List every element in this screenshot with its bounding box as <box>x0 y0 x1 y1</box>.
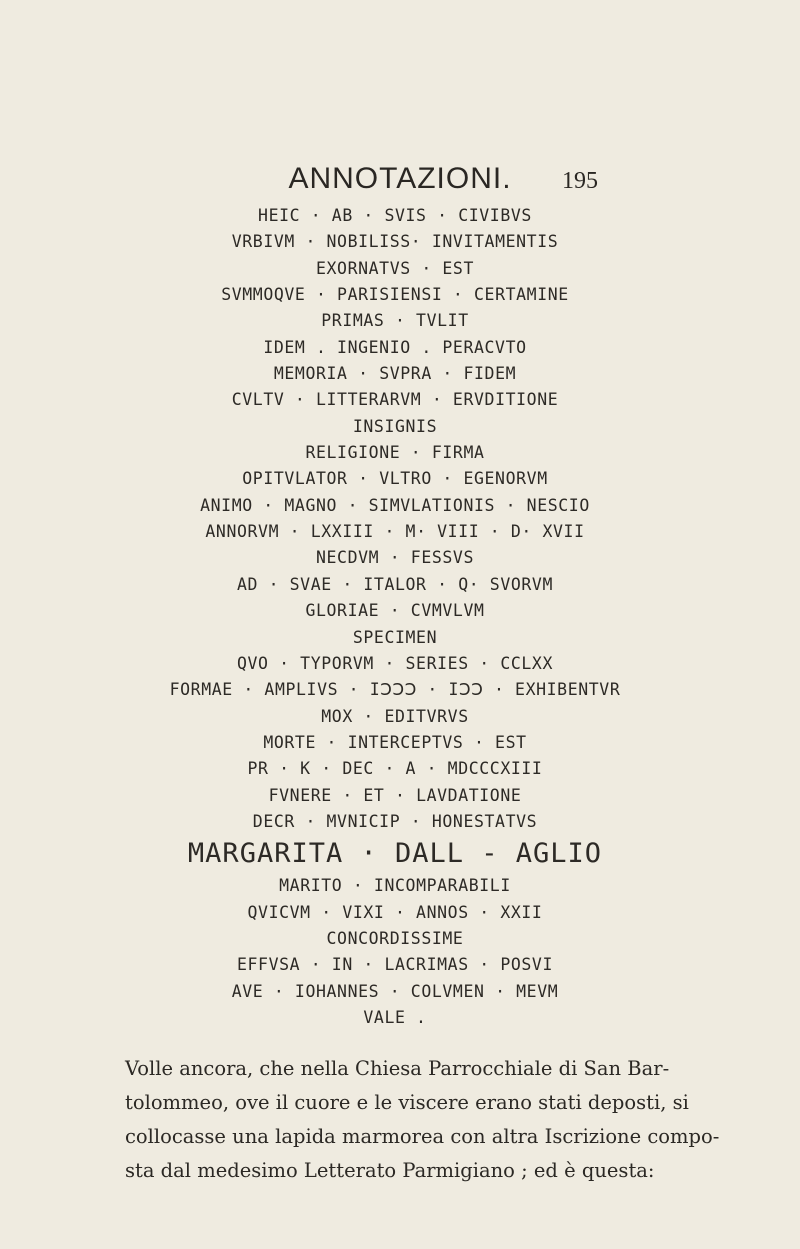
epigraph-inscription <box>70 203 720 1031</box>
inscription-line: GLORIAE · CVMVLVM <box>305 601 485 621</box>
inscription-line: FVNERE · ET · LAVDATIONE <box>268 785 522 805</box>
inscription-line: INSIGNIS <box>352 416 438 436</box>
inscription-line: EXORNATVS · EST <box>315 258 474 278</box>
inscription-line: MARITO · INCOMPARABILI <box>279 876 511 896</box>
paragraph-line: collocasse una lapida marmorea con altra Iscrizione compo- <box>125 1125 720 1148</box>
body-paragraph <box>125 1052 725 1188</box>
inscription-line: QVICVM · VIXI · ANNOS · XXII <box>247 902 543 922</box>
inscription-line: IDEM . INGENIO . PERACVTO <box>263 337 527 357</box>
inscription-line: EFFVSA · IN · LACRIMAS · POSVI <box>236 955 553 975</box>
inscription-line: ANNORVM · LXXIII · M· VIII · D· XVII <box>205 522 585 542</box>
inscription-line: FORMAE · AMPLIVS · IↃↃↃ · IↃↃ · EXHIBENTVR <box>169 680 621 700</box>
paragraph-line: sta dal medesimo Letterato Parmigiano ; ed è questa: <box>125 1159 655 1182</box>
paragraph-line: tolommeo, ove il cuore e le viscere erano stati deposti, si <box>125 1091 689 1114</box>
inscription-line: MEMORIA · SVPRA · FIDEM <box>273 364 517 384</box>
inscription-line: AVE · IOHANNES · COLVMEN · MEVM <box>231 981 559 1001</box>
inscription-line: CVLTV · LITTERARVM · ERVDITIONE <box>231 390 559 410</box>
inscription-line: VALE . <box>363 1007 427 1027</box>
inscription-line: VRBIVM · NOBILISS· INVITAMENTIS <box>231 232 559 252</box>
inscription-line: CONCORDISSIME <box>326 928 464 948</box>
page-number: 195 <box>562 168 598 194</box>
running-title: ANNOTAZIONI. <box>288 162 512 195</box>
inscription-line-name: MARGARITA · DALL - AGLIO <box>187 838 603 870</box>
inscription-line: OPITVLATOR · VLTRO · EGENORVM <box>242 469 548 489</box>
paragraph-line: Volle ancora, che nella Chiesa Parrocchiale di San Bar- <box>125 1057 670 1080</box>
inscription-line: AD · SVAE · ITALOR · Q· SVORVM <box>236 574 553 594</box>
inscription-line: ANIMO · MAGNO · SIMVLATIONIS · NESCIO <box>200 495 590 515</box>
inscription-line: QVO · TYPORVM · SERIES · CCLXX <box>236 653 553 673</box>
inscription-line: RELIGIONE · FIRMA <box>305 443 485 463</box>
inscription-line: MORTE · INTERCEPTVS · EST <box>263 732 527 752</box>
inscription-line: NECDVM · FESSVS <box>315 548 474 568</box>
inscription-line: MOX · EDITVRVS <box>321 706 469 726</box>
inscription-line: DECR · MVNICIP · HONESTATVS <box>252 811 538 831</box>
inscription-line: PR · K · DEC · A · MDCCCXIII <box>247 759 543 779</box>
inscription-line: PRIMAS · TVLIT <box>321 311 469 331</box>
inscription-line: SVMMOQVE · PARISIENSI · CERTAMINE <box>221 285 569 305</box>
inscription-line: HEIC · AB · SVIS · CIVIBVS <box>258 206 532 225</box>
inscription-line: SPECIMEN <box>352 627 438 647</box>
